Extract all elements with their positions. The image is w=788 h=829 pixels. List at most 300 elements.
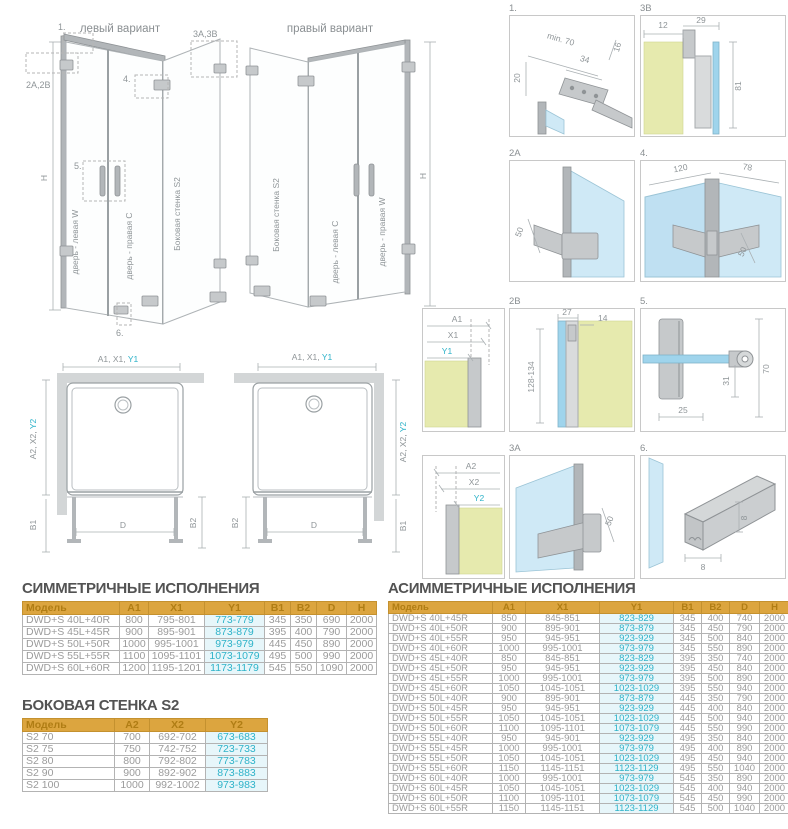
table-row	[389, 674, 788, 684]
model-cell: S2 80	[23, 756, 115, 768]
value-cell: 890	[730, 774, 760, 784]
detail-2b-drawing	[510, 309, 634, 429]
detail-panel-6	[640, 443, 786, 579]
svg-text:5.: 5.	[74, 161, 82, 171]
side-bracket-bottom	[214, 259, 226, 268]
dimension-27	[558, 307, 578, 322]
detail-1-drawing	[510, 16, 634, 134]
value-cell: 945-951	[526, 634, 600, 644]
value-cell: 950	[493, 664, 526, 674]
model-cell: DWD+S 45L+55R	[389, 674, 493, 684]
detail-panel-3a	[509, 443, 635, 579]
detail-label: 6.	[640, 443, 648, 454]
bottom-bracket	[310, 296, 326, 306]
column-header: B1	[674, 602, 702, 614]
value-cell: 990	[730, 794, 760, 804]
svg-text:B2: B2	[230, 517, 240, 529]
hinge-block	[562, 233, 598, 259]
value-cell: 792-802	[150, 756, 206, 768]
value-cell: 923-929	[600, 734, 674, 744]
svg-text:2A,2B: 2A,2B	[26, 80, 51, 90]
label-side-wall: Боковая стенка S2	[271, 178, 281, 252]
value-cell: 1023-1029	[600, 684, 674, 694]
value-cell: 840	[730, 634, 760, 644]
detail-wall1-drawing	[423, 309, 504, 429]
detail-6-drawing	[641, 456, 785, 576]
value-cell: 1045-1051	[526, 714, 600, 724]
value-cell: 890	[730, 644, 760, 654]
dimension-y1	[427, 346, 473, 361]
symmetric-table	[22, 601, 377, 675]
dimension-x2	[439, 477, 500, 492]
value-cell: 895-901	[526, 624, 600, 634]
value-cell: 1095-1101	[149, 651, 205, 663]
door-profile	[695, 56, 711, 128]
dimension-side	[28, 380, 50, 495]
svg-text:14: 14	[598, 313, 608, 323]
detail-panel-wall-1	[422, 296, 505, 432]
column-header: Модель	[23, 602, 120, 615]
iso-left-title: левый вариант	[79, 23, 161, 35]
column-header: Y1	[600, 602, 674, 614]
model-cell: DWD+S 55L+55R	[23, 651, 120, 663]
dimension-81	[729, 42, 743, 128]
svg-text:16: 16	[611, 41, 624, 54]
plan-left-diagram	[20, 342, 220, 577]
dimension-20	[512, 62, 526, 96]
column-header: H	[760, 602, 788, 614]
svg-text:50: 50	[735, 245, 749, 259]
value-cell: 500	[702, 634, 730, 644]
door-edge-profile	[563, 167, 571, 277]
value-cell: 992-1002	[150, 780, 206, 792]
svg-text:27: 27	[562, 307, 572, 317]
dimension-a2	[434, 461, 500, 476]
iso-left-diagram	[16, 6, 244, 344]
value-cell: 445	[674, 724, 702, 734]
value-cell: 395	[674, 684, 702, 694]
wall-section	[578, 321, 632, 427]
value-cell: 692-702	[150, 732, 206, 744]
svg-text:min. 70: min. 70	[546, 30, 576, 48]
detail-panel-2a	[509, 148, 635, 282]
table-row	[389, 624, 788, 634]
dimension-16	[609, 40, 623, 60]
screw	[594, 94, 598, 98]
model-cell: DWD+S 50L+50R	[23, 639, 120, 651]
asymmetric-title: АСИММЕТРИЧНЫЕ ИСПОЛНЕНИЯ	[388, 580, 636, 597]
value-cell: 945-951	[526, 704, 600, 714]
table-row	[389, 664, 788, 674]
model-cell: DWD+S 40L+45R	[389, 614, 493, 624]
value-cell: 923-929	[600, 634, 674, 644]
value-cell: 2000	[347, 639, 377, 651]
screw-detail	[568, 325, 576, 341]
value-cell: 2000	[760, 694, 788, 704]
dimension-min70	[528, 30, 598, 76]
value-cell: 700	[115, 732, 150, 744]
glass-section	[643, 355, 733, 363]
wall-section	[644, 42, 683, 134]
value-cell: 973-983	[206, 780, 268, 792]
dimension-8-bottom	[685, 554, 721, 572]
value-cell: 550	[702, 764, 730, 774]
side-bracket-top	[214, 64, 226, 73]
detail-label: 5.	[640, 296, 648, 307]
value-cell: 1000	[115, 780, 150, 792]
table-row	[389, 794, 788, 804]
value-cell: 900	[493, 624, 526, 634]
value-cell: 1023-1029	[600, 714, 674, 724]
value-cell: 2000	[760, 734, 788, 744]
value-cell: 345	[265, 615, 291, 627]
label-door-left: дверь - левая C	[330, 220, 340, 284]
value-cell: 900	[115, 768, 150, 780]
model-cell: DWD+S 55L+40R	[389, 734, 493, 744]
value-cell: 350	[702, 774, 730, 784]
value-cell: 495	[265, 651, 291, 663]
value-cell: 973-979	[205, 639, 265, 651]
svg-text:B1: B1	[398, 520, 408, 532]
svg-text:D: D	[310, 520, 318, 530]
value-cell: 2000	[347, 663, 377, 675]
table-row	[389, 644, 788, 654]
value-cell: 1123-1129	[600, 804, 674, 814]
hinge-plate	[534, 225, 562, 255]
value-cell: 2000	[760, 804, 788, 814]
table-row	[389, 614, 788, 624]
column-header: A2	[115, 719, 150, 732]
detail-panel-3b	[640, 3, 786, 137]
value-cell: 990	[730, 724, 760, 734]
value-cell: 395	[674, 674, 702, 684]
dimension-25	[659, 405, 703, 421]
value-cell: 350	[291, 615, 317, 627]
value-cell: 973-979	[600, 674, 674, 684]
value-cell: 800	[120, 615, 149, 627]
value-cell: 995-1001	[526, 674, 600, 684]
svg-text:A2, X2, Y2: A2, X2, Y2	[398, 421, 408, 463]
value-cell: 2000	[347, 651, 377, 663]
value-cell: 940	[730, 754, 760, 764]
sidewall-table	[22, 718, 268, 792]
value-cell: 990	[317, 651, 347, 663]
dimension-top	[63, 363, 180, 371]
table-row	[23, 744, 268, 756]
table-row	[23, 768, 268, 780]
wall-profile	[405, 40, 410, 294]
iso-right-diagram	[246, 6, 456, 344]
table-row	[389, 754, 788, 764]
column-header: Y2	[206, 719, 268, 732]
value-cell: 1000	[493, 744, 526, 754]
value-cell: 1050	[493, 714, 526, 724]
column-header: Модель	[23, 719, 115, 732]
svg-text:4.: 4.	[123, 74, 131, 84]
dimension-b1	[392, 499, 408, 552]
wall-hinge-top	[60, 60, 73, 70]
dimension-a1	[427, 314, 491, 329]
value-cell: 1200	[120, 663, 149, 675]
profile-clamp	[683, 30, 695, 58]
svg-text:A1: A1	[451, 314, 463, 324]
model-cell: DWD+S 55L+60R	[389, 764, 493, 774]
value-cell: 1100	[493, 724, 526, 734]
value-cell: 495	[674, 764, 702, 774]
value-cell: 1073-1079	[205, 651, 265, 663]
model-cell: DWD+S 55L+50R	[389, 754, 493, 764]
glass-pane	[558, 321, 566, 427]
value-cell: 545	[674, 774, 702, 784]
model-cell: S2 75	[23, 744, 115, 756]
value-cell: 500	[702, 674, 730, 684]
table-row	[389, 744, 788, 754]
door-handle-left	[354, 164, 359, 196]
dimension-top	[258, 363, 376, 371]
wall-profile	[61, 36, 66, 308]
door-handle-left	[100, 166, 105, 196]
value-cell: 345	[674, 634, 702, 644]
column-header: D	[730, 602, 760, 614]
dimension-h	[418, 42, 436, 306]
value-cell: 450	[702, 664, 730, 674]
column-header: Y1	[205, 602, 265, 615]
detail-3a-drawing	[510, 456, 634, 576]
label-door-left: дверь - левая W	[70, 209, 80, 275]
model-cell: DWD+S 50L+45R	[389, 704, 493, 714]
column-header: B2	[702, 602, 730, 614]
dimension-x1	[427, 330, 486, 345]
value-cell: 973-979	[600, 774, 674, 784]
bottom-bracket	[142, 296, 158, 306]
model-cell: DWD+S 50L+60R	[389, 724, 493, 734]
model-cell: S2 90	[23, 768, 115, 780]
svg-text:X1: X1	[447, 330, 459, 340]
model-cell: S2 70	[23, 732, 115, 744]
shower-tray	[253, 383, 372, 495]
value-cell: 823-829	[600, 654, 674, 664]
detail-2a-drawing	[510, 161, 634, 279]
table-row	[23, 615, 377, 627]
value-cell: 795-801	[149, 615, 205, 627]
value-cell: 2000	[347, 615, 377, 627]
model-cell: DWD+S 45L+50R	[389, 664, 493, 674]
column-header: X2	[150, 719, 206, 732]
svg-text:B1: B1	[28, 519, 38, 531]
model-cell: DWD+S 40L+55R	[389, 634, 493, 644]
value-cell: 445	[674, 694, 702, 704]
model-cell: DWD+S 50L+40R	[389, 694, 493, 704]
detail-label: 2B	[509, 296, 521, 307]
value-cell: 445	[265, 639, 291, 651]
svg-text:12: 12	[658, 20, 668, 30]
side-bracket-bottom	[246, 256, 258, 265]
value-cell: 1073-1079	[600, 794, 674, 804]
value-cell: 892-902	[150, 768, 206, 780]
value-cell: 895-901	[526, 694, 600, 704]
value-cell: 2000	[760, 654, 788, 664]
wall-hinge-bottom	[402, 244, 415, 254]
value-cell: 1123-1129	[600, 764, 674, 774]
value-cell: 740	[730, 614, 760, 624]
svg-text:128-134: 128-134	[526, 361, 536, 393]
detail-label: 3A	[509, 443, 521, 454]
table-row	[389, 774, 788, 784]
value-cell: 1095-1101	[526, 724, 600, 734]
detail-label: 3B	[640, 3, 652, 14]
value-cell: 450	[291, 639, 317, 651]
value-cell: 2000	[347, 627, 377, 639]
bottom-bracket-side	[254, 286, 270, 296]
column-header: X1	[526, 602, 600, 614]
value-cell: 995-1001	[526, 744, 600, 754]
svg-text:A2, X2, Y2: A2, X2, Y2	[28, 418, 38, 460]
bottom-bracket-side	[210, 292, 226, 302]
value-cell: 850	[493, 654, 526, 664]
value-cell: 550	[291, 663, 317, 675]
model-cell: DWD+S 45L+40R	[389, 654, 493, 664]
dimension-78	[719, 161, 779, 183]
value-cell: 840	[730, 664, 760, 674]
corner-hinge	[298, 76, 314, 86]
column-header: X1	[149, 602, 205, 615]
detail-4-drawing	[641, 161, 785, 279]
value-cell: 890	[317, 639, 347, 651]
value-cell: 850	[493, 614, 526, 624]
dimension-b2	[230, 497, 250, 548]
table-row	[23, 627, 377, 639]
dimension-120	[649, 162, 711, 185]
value-cell: 1045-1051	[526, 684, 600, 694]
value-cell: 973-979	[600, 744, 674, 754]
value-cell: 873-879	[600, 694, 674, 704]
value-cell: 2000	[760, 634, 788, 644]
front-doors	[66, 42, 163, 324]
value-cell: 840	[730, 704, 760, 714]
value-cell: 2000	[760, 714, 788, 724]
svg-text:H: H	[418, 172, 428, 180]
value-cell: 1100	[493, 794, 526, 804]
value-cell: 2000	[760, 764, 788, 774]
value-cell: 790	[730, 694, 760, 704]
table-row	[23, 663, 377, 675]
value-cell: 940	[730, 714, 760, 724]
svg-text:25: 25	[678, 405, 688, 415]
glass-pane	[713, 42, 719, 134]
table-row	[389, 784, 788, 794]
detail-wall2-drawing	[423, 456, 504, 576]
glass-edge	[649, 458, 663, 568]
value-cell: 2000	[760, 674, 788, 684]
value-cell: 1173-1179	[205, 663, 265, 675]
value-cell: 350	[702, 734, 730, 744]
model-cell: DWD+S 60L+60R	[23, 663, 120, 675]
value-cell: 790	[317, 627, 347, 639]
svg-text:Y2: Y2	[473, 493, 485, 503]
value-cell: 450	[702, 754, 730, 764]
table-row	[23, 732, 268, 744]
value-cell: 2000	[760, 784, 788, 794]
svg-text:50: 50	[512, 225, 526, 239]
dimension-70	[755, 319, 771, 417]
corner-post	[705, 179, 719, 277]
table-row	[389, 634, 788, 644]
dimension-128-134	[526, 329, 544, 423]
value-cell: 545	[674, 804, 702, 814]
value-cell: 545	[674, 794, 702, 804]
door-handle-right	[115, 166, 120, 196]
value-cell: 345	[674, 624, 702, 634]
wall-profile-section	[446, 505, 459, 574]
value-cell: 1150	[493, 804, 526, 814]
value-cell: 845-851	[526, 654, 600, 664]
column-header: A1	[493, 602, 526, 614]
svg-text:20: 20	[512, 73, 522, 83]
value-cell: 1100	[120, 651, 149, 663]
table-row	[23, 780, 268, 792]
value-cell: 500	[291, 651, 317, 663]
svg-text:3A,3B: 3A,3B	[193, 29, 218, 39]
value-cell: 740	[730, 654, 760, 664]
value-cell: 723-733	[206, 744, 268, 756]
value-cell: 945-951	[526, 664, 600, 674]
value-cell: 500	[702, 804, 730, 814]
value-cell: 500	[702, 714, 730, 724]
value-cell: 1000	[120, 639, 149, 651]
value-cell: 923-929	[600, 664, 674, 674]
detail-5-drawing	[641, 309, 785, 429]
value-cell: 823-829	[600, 614, 674, 624]
value-cell: 2000	[760, 684, 788, 694]
value-cell: 495	[674, 754, 702, 764]
detail-panel-1	[509, 3, 635, 137]
value-cell: 900	[493, 694, 526, 704]
value-cell: 550	[702, 724, 730, 734]
wall-section	[425, 361, 469, 427]
detail-label: 1.	[509, 3, 517, 14]
dimension-y2	[454, 493, 500, 508]
shower-tray	[67, 383, 183, 495]
value-cell: 2000	[760, 624, 788, 634]
value-cell: 400	[702, 784, 730, 794]
svg-text:29: 29	[696, 15, 706, 25]
column-header: B2	[291, 602, 317, 615]
value-cell: 873-879	[600, 624, 674, 634]
model-cell: DWD+S 55L+45R	[389, 744, 493, 754]
value-cell: 873-879	[205, 627, 265, 639]
wall-hinge-top	[402, 62, 415, 72]
value-cell: 1095-1101	[526, 794, 600, 804]
value-cell: 1040	[730, 764, 760, 774]
table-row	[389, 654, 788, 664]
value-cell: 840	[730, 734, 760, 744]
value-cell: 950	[493, 634, 526, 644]
value-cell: 973-979	[600, 644, 674, 654]
edge-profile	[574, 464, 583, 570]
left-tables-section	[22, 580, 374, 792]
value-cell: 400	[291, 627, 317, 639]
symmetric-title: СИММЕТРИЧНЫЕ ИСПОЛНЕНИЯ	[22, 580, 260, 597]
value-cell: 545	[265, 663, 291, 675]
asymmetric-table	[388, 601, 788, 814]
svg-text:Y1: Y1	[441, 346, 453, 356]
value-cell: 800	[115, 756, 150, 768]
model-cell: DWD+S 60L+45R	[389, 784, 493, 794]
value-cell: 495	[674, 734, 702, 744]
value-cell: 673-683	[206, 732, 268, 744]
value-cell: 940	[730, 684, 760, 694]
column-header: Модель	[389, 602, 493, 614]
